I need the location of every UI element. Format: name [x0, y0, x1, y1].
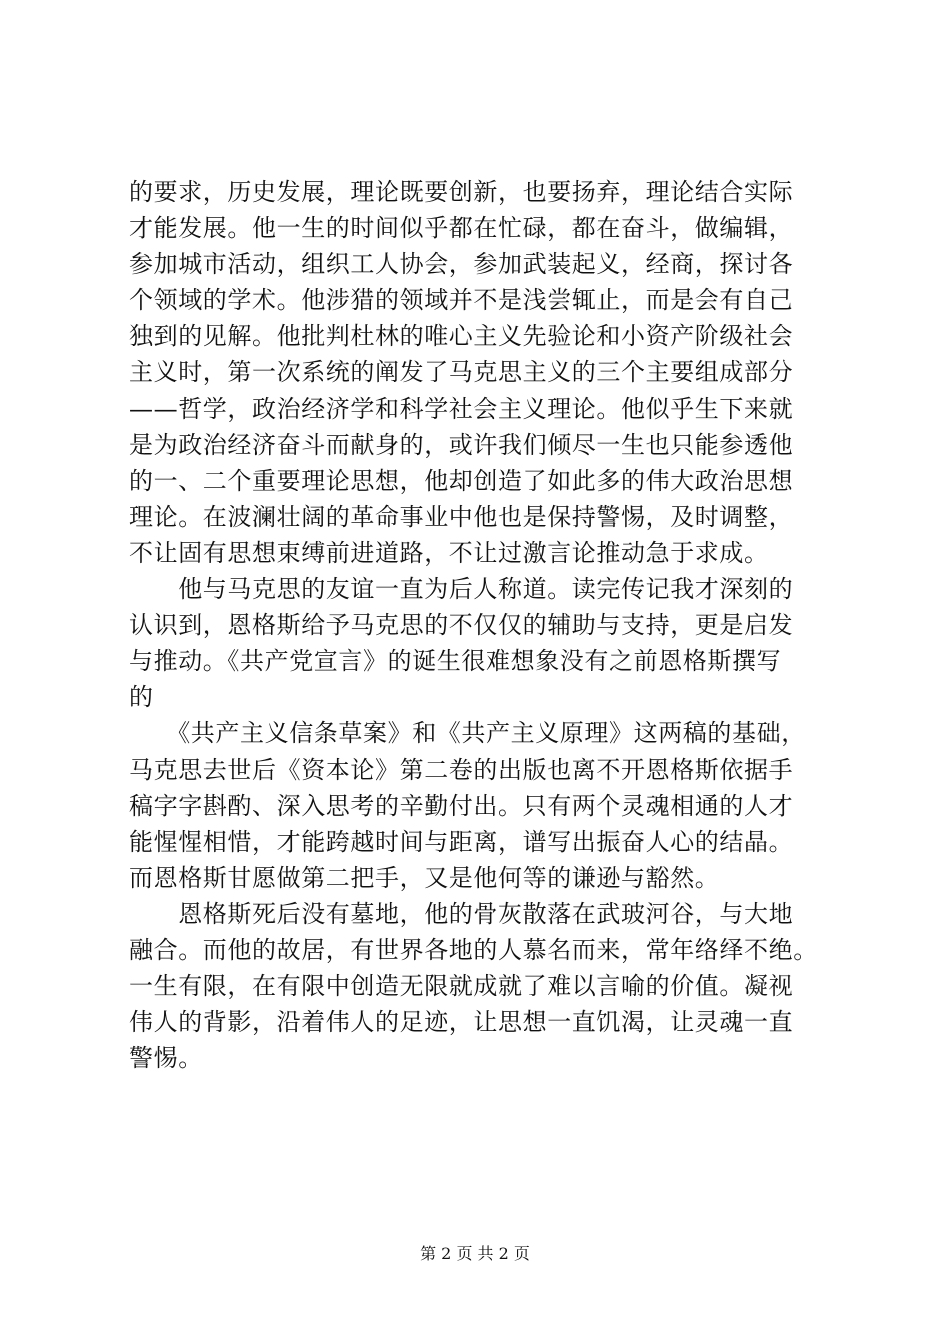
text-line: 警惕。: [129, 1044, 203, 1073]
text-line: 伟人的背影，沿着伟人的足迹，让思想一直饥渴，让灵魂一直: [129, 1008, 794, 1037]
page-number: 第 2 页 共 2 页: [420, 1244, 530, 1263]
text-line: 而恩格斯甘愿做第二把手，又是他何等的谦逊与豁然。: [129, 863, 720, 892]
text-line: 马克思去世后《资本论》第二卷的出版也离不开恩格斯依据手: [129, 755, 794, 784]
text-line: 独到的见解。他批判杜林的唯心主义先验论和小资产阶级社会: [129, 322, 794, 351]
text-line: 《共产主义信条草案》和《共产主义原理》这两稿的基础，: [129, 719, 806, 748]
text-line: 他与马克思的友谊一直为后人称道。读完传记我才深刻的: [129, 575, 794, 604]
text-line: ——哲学，政治经济学和科学社会主义理论。他似乎生下来就: [129, 394, 794, 423]
text-line: 一生有限，在有限中创造无限就成就了难以言喻的价值。凝视: [129, 972, 794, 1001]
text-line: 能惺惺相惜，才能跨越时间与距离，谱写出振奋人心的结晶。: [129, 827, 794, 856]
text-line: 主义时，第一次系统的阐发了马克思主义的三个主要组成部分: [129, 358, 794, 387]
page-footer: [0, 1241, 950, 1264]
text-line: 认识到，恩格斯给予马克思的不仅仅的辅助与支持，更是启发: [129, 611, 794, 640]
text-line: 是为政治经济奋斗而献身的，或许我们倾尽一生也只能参透他: [129, 430, 794, 459]
text-line: 恩格斯死后没有墓地，他的骨灰散落在武玻河谷，与大地: [129, 899, 794, 928]
text-line: 参加城市活动，组织工人协会，参加武装起义，经商，探讨各: [129, 250, 794, 279]
body-text: [129, 174, 844, 1076]
text-line: 理论。在波澜壮阔的革命事业中他也是保持警惕，及时调整，: [129, 502, 794, 531]
text-line: 的一、二个重要理论思想，他却创造了如此多的伟大政治思想: [129, 466, 794, 495]
text-line: 的: [129, 683, 154, 712]
text-line: 不让固有思想束缚前进道路，不让过激言论推动急于求成。: [129, 538, 769, 567]
text-line: 与推动。《共产党宣言》的诞生很难想象没有之前恩格斯撰写: [129, 647, 782, 676]
text-line: 稿字字斟酌、深入思考的辛勤付出。只有两个灵魂相通的人才: [129, 791, 794, 820]
text-line: 的要求，历史发展，理论既要创新，也要扬弃，理论结合实际: [129, 178, 794, 206]
text-line: 才能发展。他一生的时间似乎都在忙碌，都在奋斗，做编辑，: [129, 214, 794, 243]
text-line: 融合。而他的故居，有世界各地的人慕名而来，常年络绎不绝。: [129, 935, 818, 964]
text-line: 个领域的学术。他涉猎的领域并不是浅尝辄止，而是会有自己: [129, 286, 794, 315]
